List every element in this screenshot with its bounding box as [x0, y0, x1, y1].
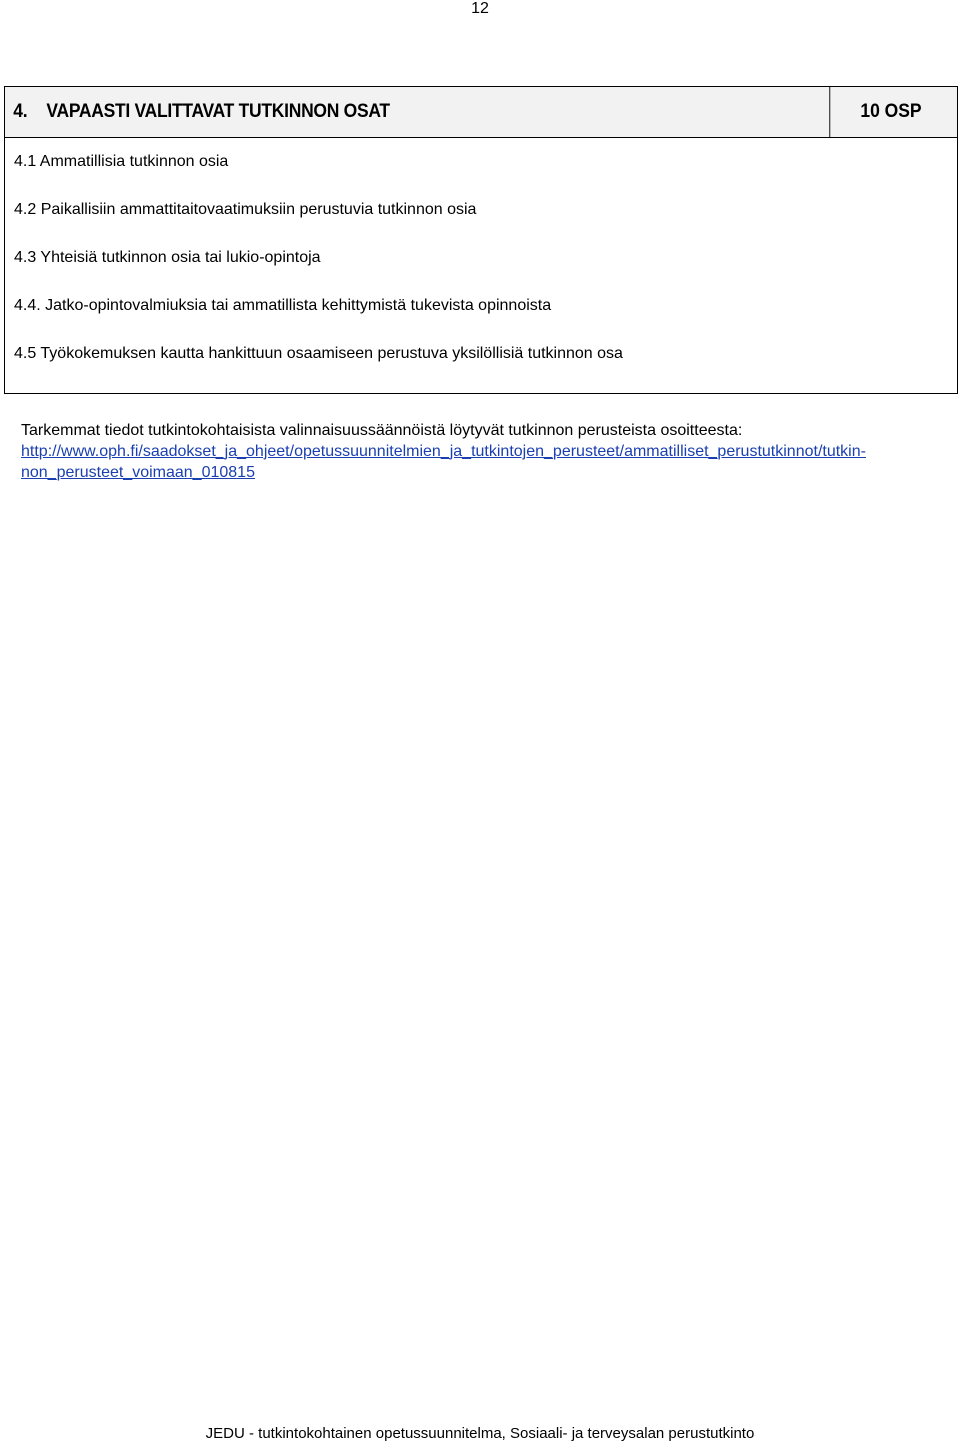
section-header [5, 87, 957, 138]
section-number: 4. [13, 101, 28, 122]
section-title [5, 87, 758, 137]
page-footer: JEDU - tutkintokohtainen opetussuunnitelma, Sosiaali- ja terveysalan perustutkinto [205, 1425, 755, 1442]
list-item: 4.1 Ammatillisia tutkinnon osia [14, 153, 229, 170]
info-text: Tarkemmat tiedot tutkintokohtaisista valinnaisuussäännöistä löytyvät tutkinnon perusteista osoitteesta: [21, 422, 743, 439]
list-item: 4.5 Työkokemuksen kautta hankittuun osaamiseen perustuva yksilöllisiä tutkinnon osa [14, 345, 623, 362]
section-credits: 10 OSP [829, 87, 951, 137]
oph-link-line-1[interactable]: http://www.oph.fi/saadokset_ja_ohjeet/opetussuunnitelmien_ja_tutkintojen_perusteet/ammatilliset_perustutkinnot/tutkin- [21, 443, 866, 460]
oph-link-line-2[interactable]: non_perusteet_voimaan_010815 [21, 464, 255, 481]
section-table [4, 86, 958, 394]
page-number: 12 [471, 0, 489, 17]
section-title-text: VAPAASTI VALITTAVAT TUTKINNON OSAT [46, 101, 390, 122]
section-item-list [5, 138, 957, 393]
list-item: 4.4. Jatko-opintovalmiuksia tai ammatillista kehittymistä tukevista opinnoista [14, 297, 552, 314]
list-item: 4.3 Yhteisiä tutkinnon osia tai lukio-opintoja [14, 249, 321, 266]
list-item: 4.2 Paikallisiin ammattitaitovaatimuksiin perustuvia tutkinnon osia [14, 201, 477, 218]
info-paragraph [21, 420, 946, 483]
